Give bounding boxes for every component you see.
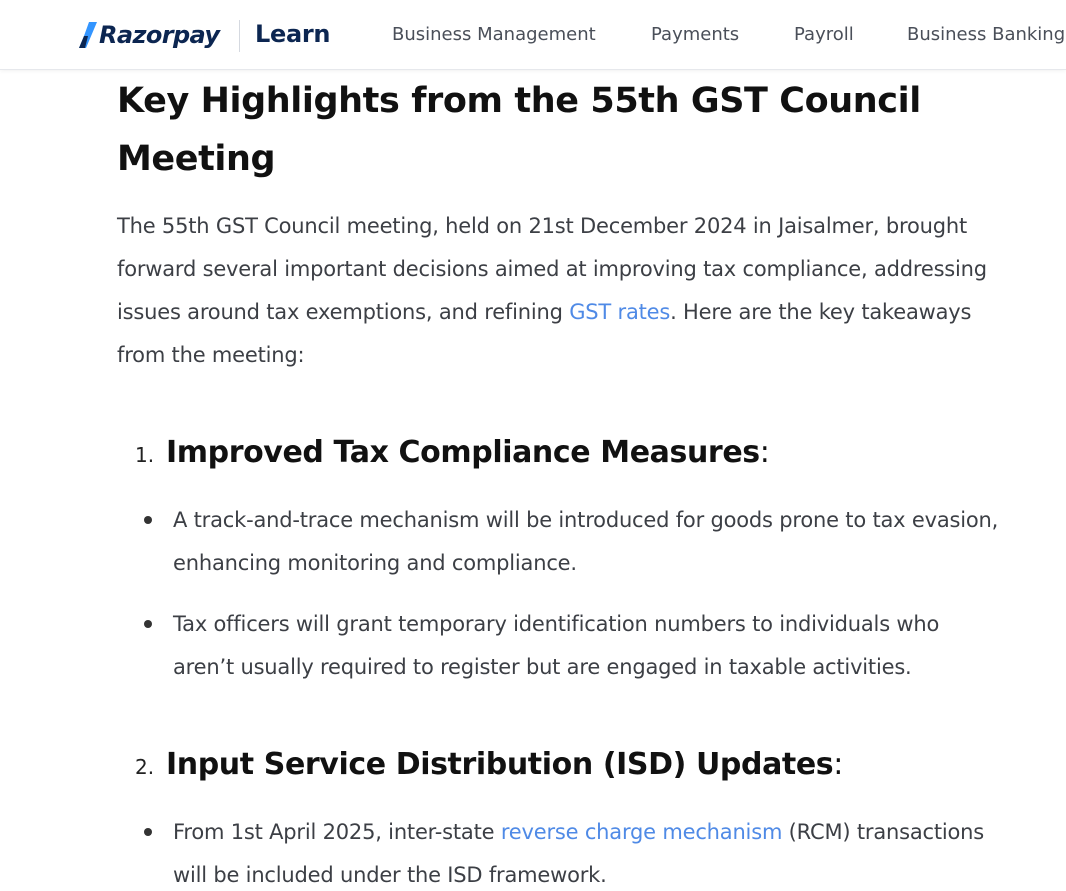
nav-business-management[interactable]: Business Management xyxy=(392,24,596,45)
section-number: 1. xyxy=(135,443,155,467)
list-item-text: From 1st April 2025, inter-state xyxy=(173,820,501,844)
intro-text: The 55th GST Council meeting, held on 21st December 2024 in Jaisalmer, brought forward several important decisions aimed at improving tax compliance, addressing issues around tax exemptions, and refining xyxy=(117,214,987,324)
article-heading: Key Highlights from the 55th GST Council Meeting xyxy=(117,81,921,179)
razorpay-logo[interactable] xyxy=(79,18,219,52)
site-header xyxy=(0,0,1066,70)
nav-payments[interactable]: Payments xyxy=(651,24,740,45)
nav-payroll[interactable]: Payroll xyxy=(794,24,854,45)
nav-business-banking[interactable]: Business Banking xyxy=(907,24,1066,45)
razorpay-logo-icon xyxy=(79,22,97,48)
bullet-icon xyxy=(144,828,152,836)
section-heading-1 xyxy=(135,435,770,470)
list-item-text: Tax officers will grant temporary identification numbers to individuals who aren’t usually required to register but are engaged in taxable activities. xyxy=(173,612,940,679)
reverse-charge-mechanism-link[interactable]: reverse charge mechanism xyxy=(500,820,783,844)
list-item xyxy=(173,603,1003,689)
list-item-text: A track-and-trace mechanism will be introduced for goods prone to tax evasion, enhancing monitoring and compliance. xyxy=(173,508,999,575)
bullet-icon xyxy=(144,620,152,628)
list-item-text-end: (RCM) transactions will be included under the ISD framework. xyxy=(173,820,985,887)
section-title: Improved Tax Compliance Measures xyxy=(166,435,760,470)
intro-paragraph xyxy=(117,205,1017,377)
logo-text: Razorpay xyxy=(99,21,220,49)
list-item xyxy=(173,811,1003,891)
section-colon: : xyxy=(833,747,844,782)
list-item xyxy=(173,499,1003,585)
bullet-icon xyxy=(144,516,152,524)
section-title: Input Service Distribution (ISD) Updates xyxy=(166,747,834,782)
intro-text-end: . Here are the key takeaways from the meeting: xyxy=(117,300,972,367)
gst-rates-link[interactable]: GST rates xyxy=(569,300,671,324)
section-colon: : xyxy=(759,435,770,470)
section-heading-2 xyxy=(135,747,843,782)
learn-link[interactable]: Learn xyxy=(255,20,331,48)
logo-divider xyxy=(239,20,240,52)
section-number: 2. xyxy=(135,755,155,779)
